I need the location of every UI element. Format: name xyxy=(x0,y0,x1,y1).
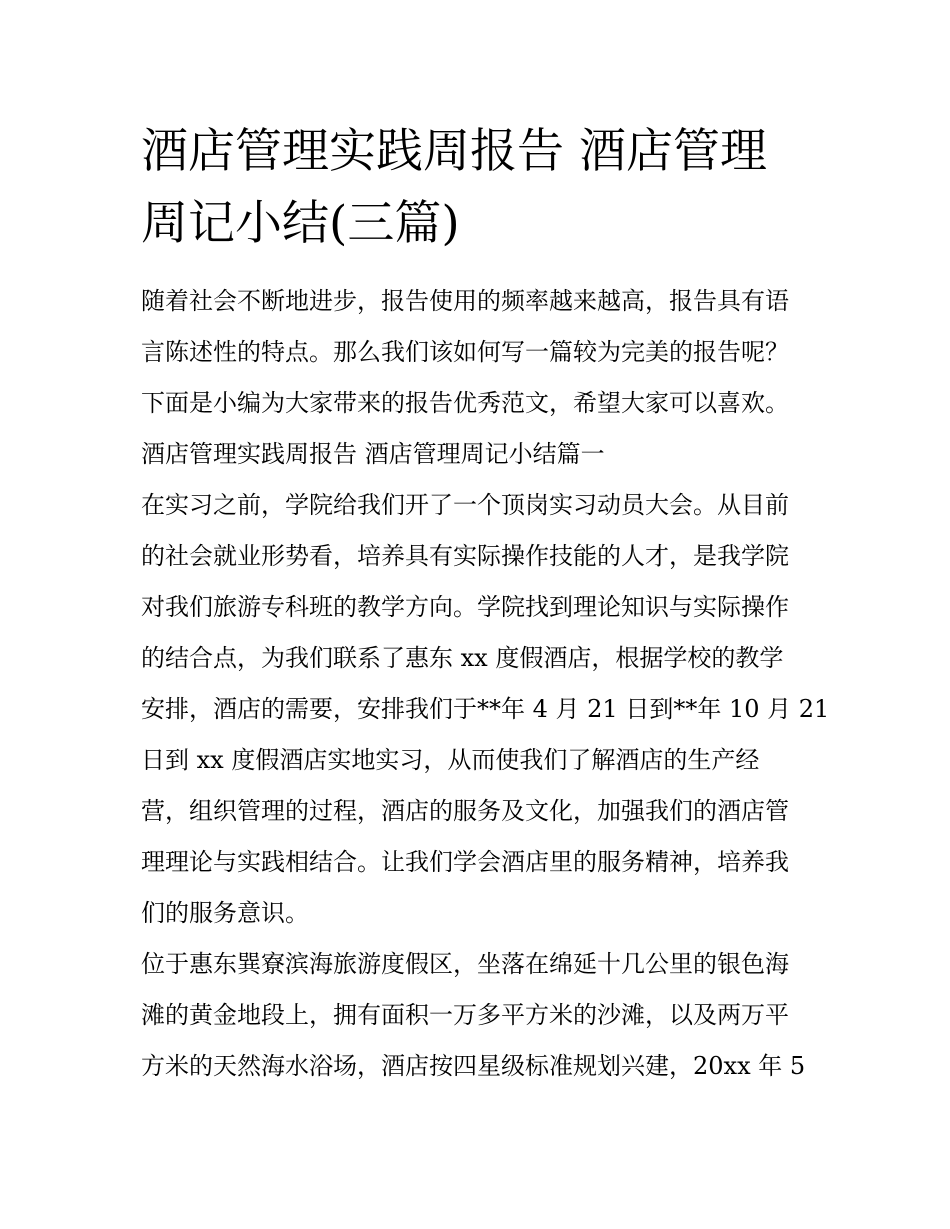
document-title xyxy=(141,116,821,260)
title-line-1: 酒店管理实践周报告 酒店管理 xyxy=(141,124,767,179)
title-line-2: 周记小结(三篇) xyxy=(141,196,460,251)
text-line: 们的服务意识。 xyxy=(141,899,309,927)
text-line: 下面是小编为大家带来的报告优秀范文，希望大家可以喜欢。 xyxy=(141,389,789,417)
text-line: 理理论与实践相结合。让我们学会酒店里的服务精神，培养我 xyxy=(141,848,789,876)
text-line: 在实习之前，学院给我们开了一个顶岗实习动员大会。从目前 xyxy=(141,491,789,519)
text-line: 方米的天然海水浴场，酒店按四星级标准规划兴建，20xx 年 5 xyxy=(141,1052,806,1080)
text-line: 营，组织管理的过程，酒店的服务及文化，加强我们的酒店管 xyxy=(141,797,789,825)
text-line: 的社会就业形势看，培养具有实际操作技能的人才，是我学院 xyxy=(141,542,789,570)
section-heading: 酒店管理实践周报告 酒店管理周记小结篇一 xyxy=(141,440,605,468)
text-line: 的结合点，为我们联系了惠东 xx 度假酒店，根据学校的教学 xyxy=(141,644,784,672)
text-line: 滩的黄金地段上，拥有面积一万多平方米的沙滩，以及两万平 xyxy=(141,1001,789,1029)
text-line: 随着社会不断地进步，报告使用的频率越来越高，报告具有语 xyxy=(141,287,789,315)
text-line: 对我们旅游专科班的教学方向。学院找到理论知识与实际操作 xyxy=(141,593,789,621)
text-line: 安排，酒店的需要，安排我们于**年 4 月 21 日到**年 10 月 21 xyxy=(141,695,830,723)
text-line: 言陈述性的特点。那么我们该如何写一篇较为完美的报告呢？ xyxy=(141,338,789,366)
text-line: 位于惠东巽寮滨海旅游度假区，坐落在绵延十几公里的银色海 xyxy=(141,950,789,978)
text-line: 日到 xx 度假酒店实地实习，从而使我们了解酒店的生产经 xyxy=(141,746,760,774)
